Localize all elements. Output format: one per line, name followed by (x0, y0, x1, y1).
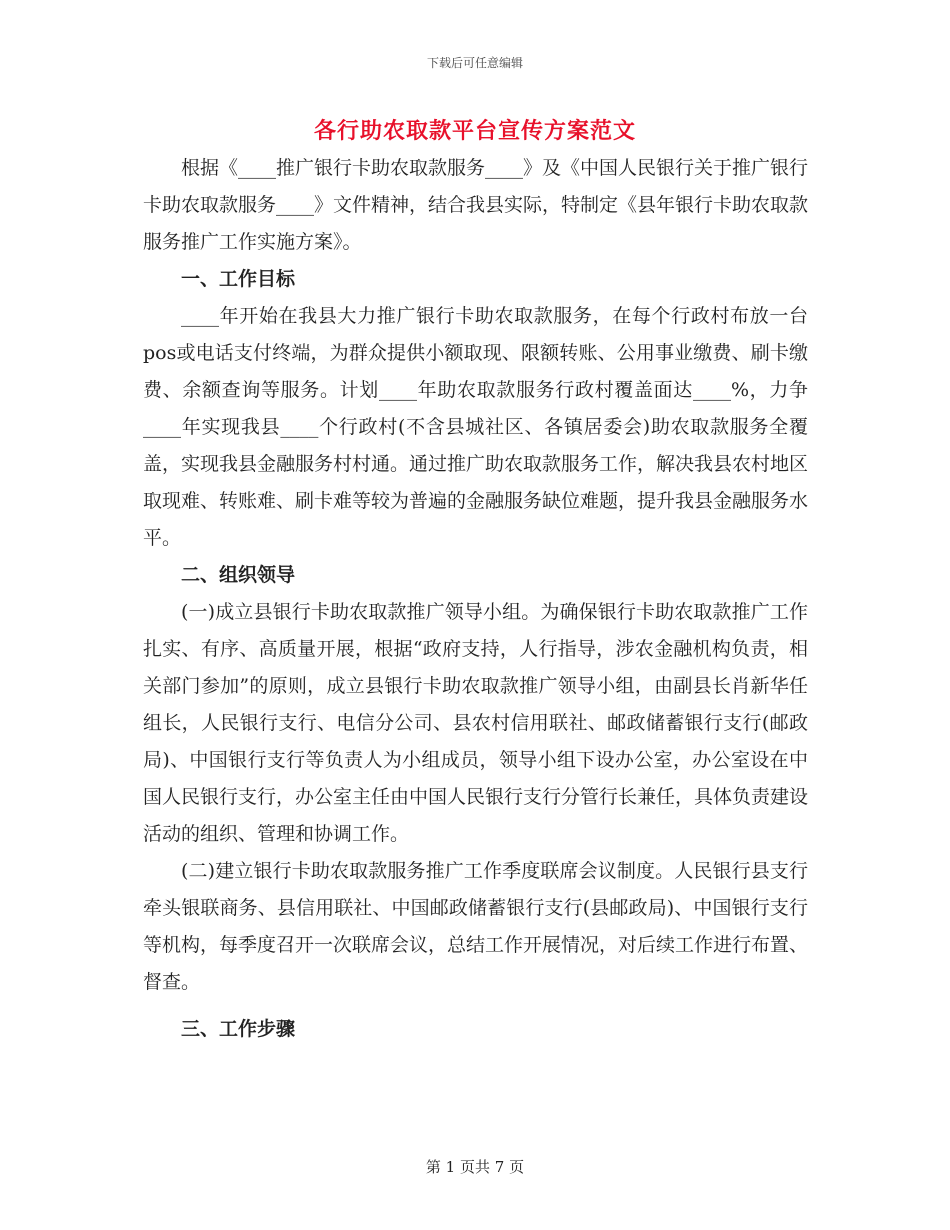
section-organization-paragraph-1: (一)成立县银行卡助农取款推广领导小组。为确保银行卡助农取款推广工作扎实、有序、高质量开展，根据“政府支持，人行指导，涉农金融机构负责，相关部门参加”的原则，成立县银行卡助农取款推广领导小组，由副县长肖新华任组长，人民银行支行、电信分公司、县农村信用联社、邮政储蓄银行支行(邮政局)、中国银行支行等负责人为小组成员，领导小组下设办公室，办公室设在中国人民银行支行，办公室主任由中国人民银行支行分管行长兼任，具体负责建设活动的组织、管理和协调工作。 (143, 601, 809, 845)
page-footer: 第 1 页共 7 页 (425, 1158, 525, 1176)
section-goals-paragraph: ____年开始在我县大力推广银行卡助农取款服务，在每个行政村布放一台pos或电话支付终端，为群众提供小额取现、限额转账、公用事业缴费、刷卡缴费、余额查询等服务。计划____年助农取款服务行政村覆盖面达____%，力争____年实现我县____个行政村(不含县城社区、各镇居委会)助农取款服务全覆盖，实现我县金融服务村村通。通过推广助农取款服务工作，解决我县农村地区取现难、转账难、刷卡难等较为普遍的金融服务缺位难题，提升我县金融服务水平。 (143, 305, 809, 549)
section-heading-goals: 一、工作目标 (181, 268, 296, 290)
section-heading-organization: 二、组织领导 (181, 564, 296, 586)
section-heading-steps: 三、工作步骤 (181, 1018, 296, 1040)
intro-paragraph: 根据《____推广银行卡助农取款服务____》及《中国人民银行关于推广银行卡助农取款服务____》文件精神，结合我县实际，特制定《县年银行卡助农取款服务推广工作实施方案》。 (143, 157, 809, 253)
page-header: 下载后可任意编辑 (426, 56, 523, 70)
section-organization-paragraph-2: (二)建立银行卡助农取款服务推广工作季度联席会议制度。人民银行县支行牵头银联商务、县信用联社、中国邮政储蓄银行支行(县邮政局)、中国银行支行等机构，每季度召开一次联席会议，总结工作开展情况，对后续工作进行布置、督查。 (143, 860, 809, 993)
document-title: 各行助农取款平台宣传方案范文 (313, 118, 636, 144)
document-body (143, 150, 808, 1048)
